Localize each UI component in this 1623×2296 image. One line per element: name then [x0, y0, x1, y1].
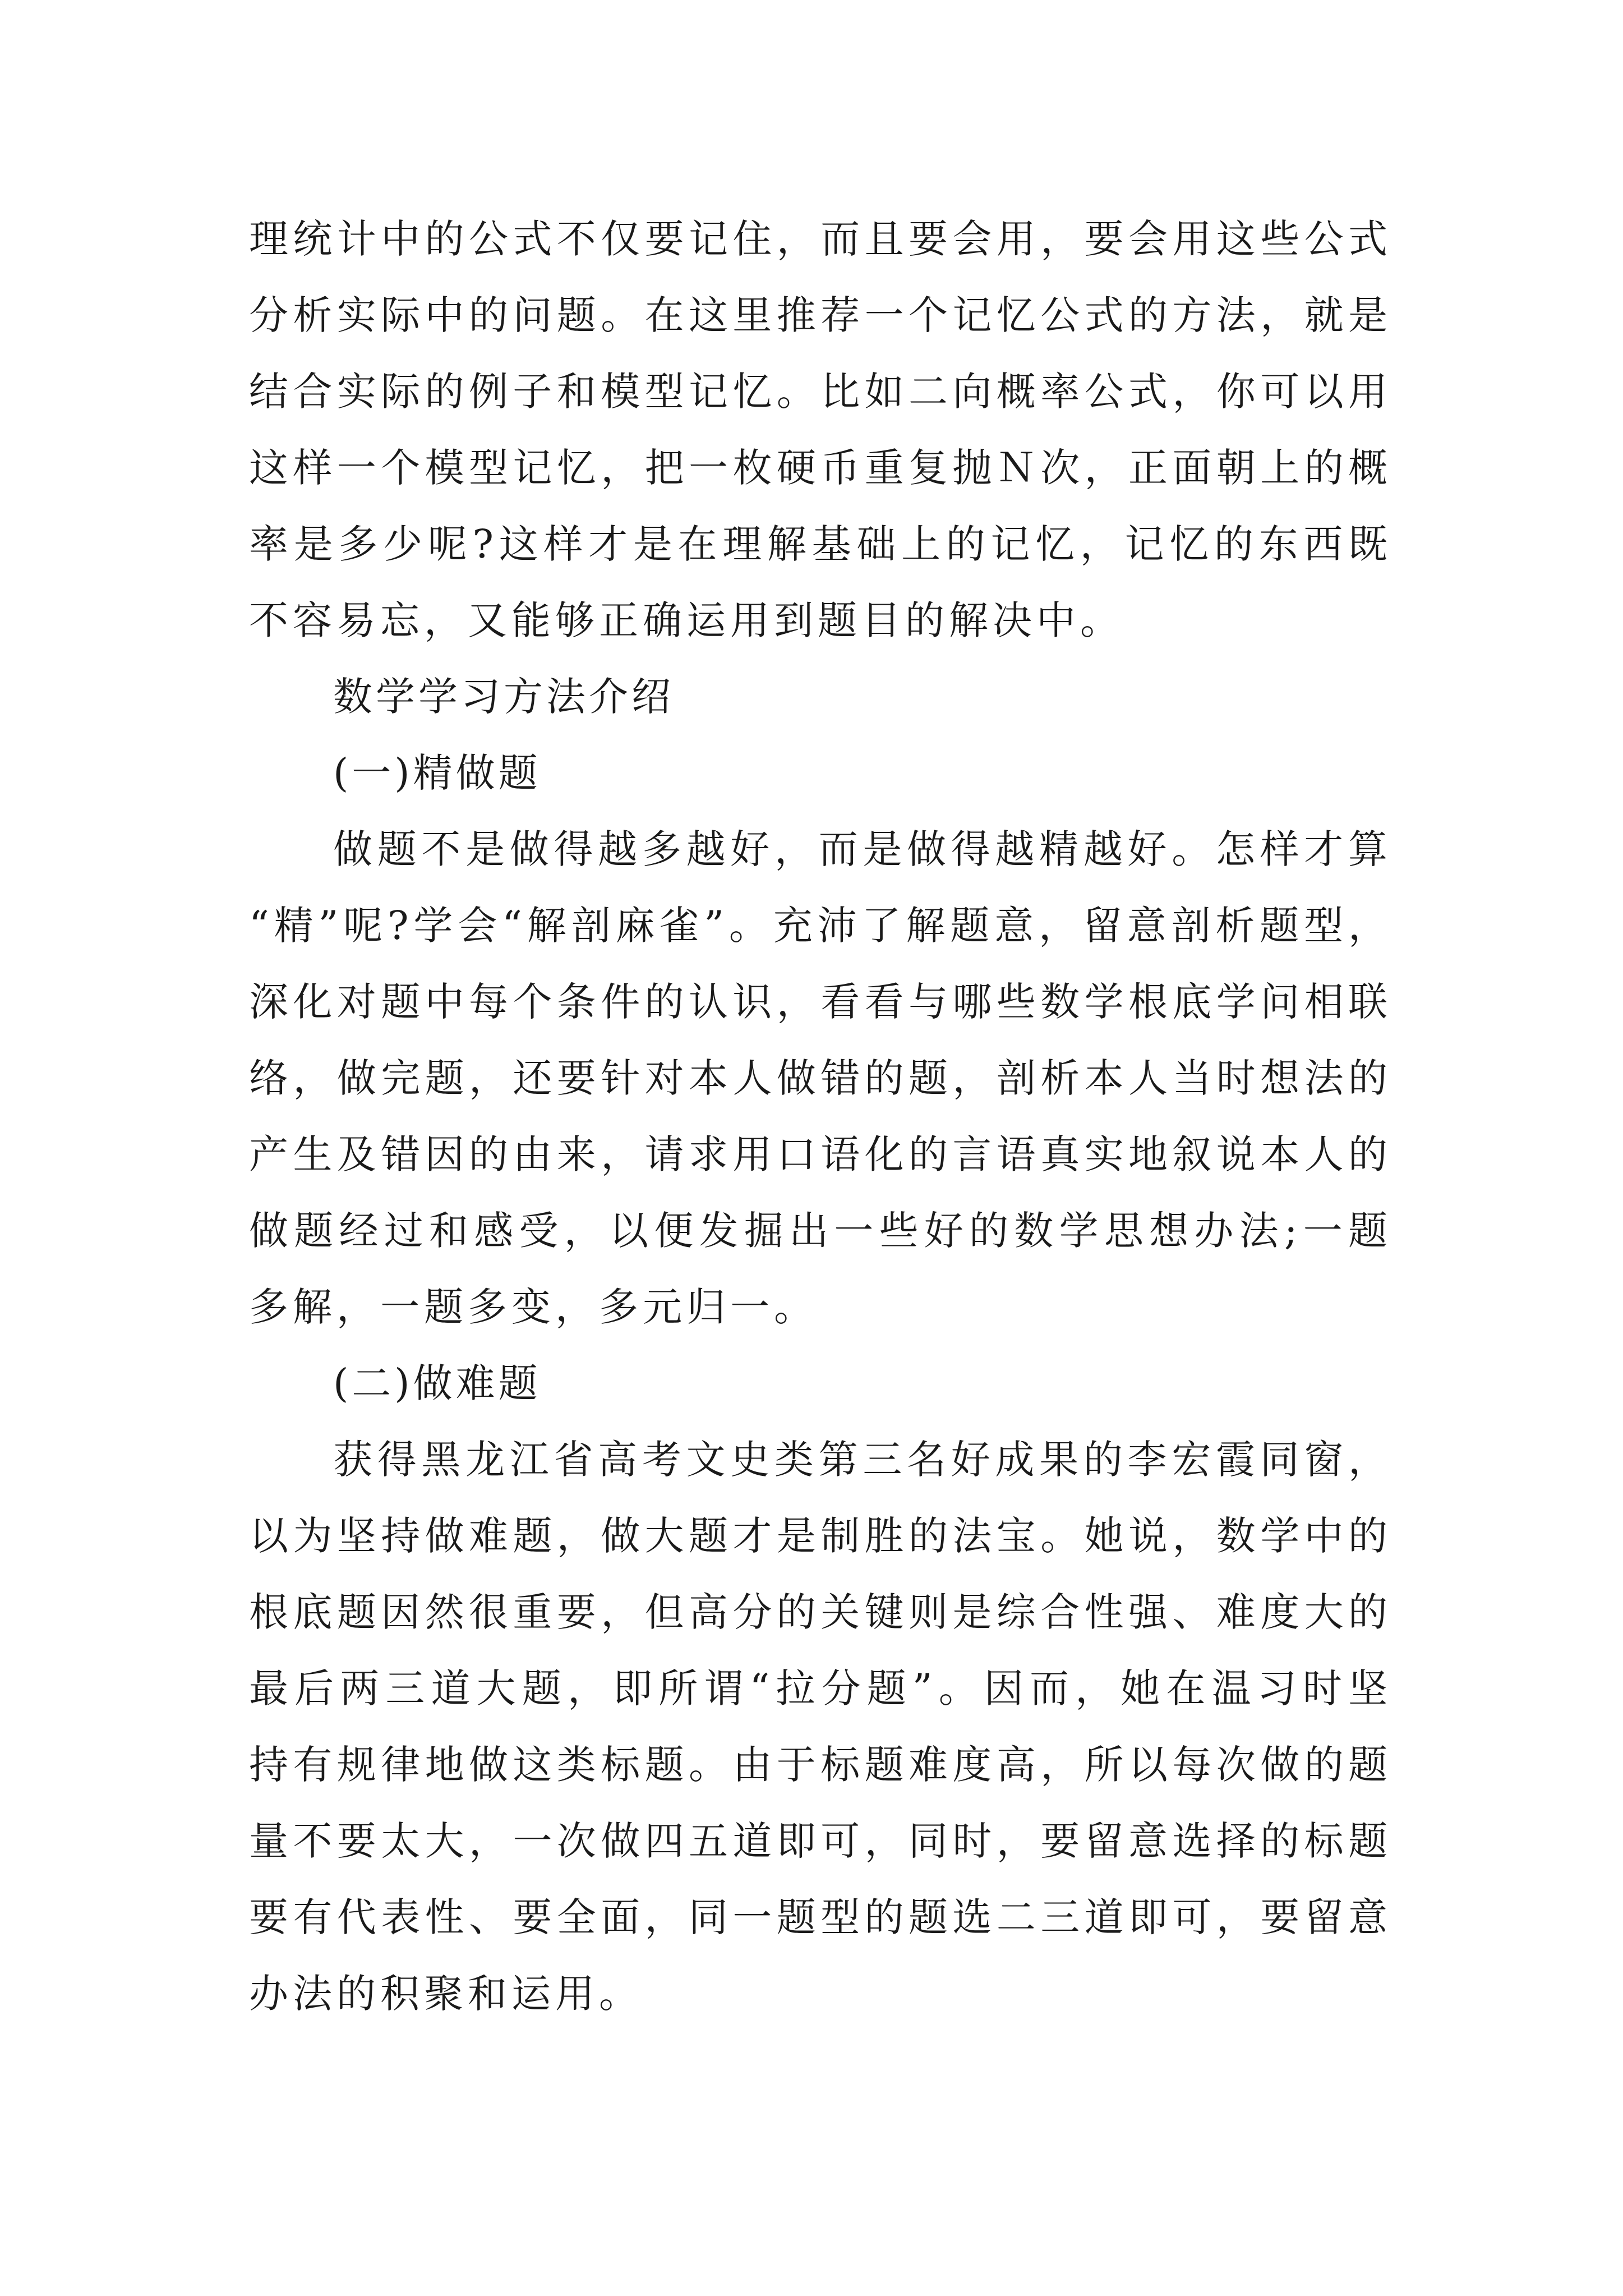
- paragraph-line: 最后两三道大题，即所谓“拉分题”。因而，她在温习时坚: [249, 1665, 1387, 1711]
- paragraph-line: 分析实际中的问题。在这里推荐一个记忆公式的方法，就是: [249, 292, 1387, 338]
- paragraph-line: 量不要太大，一次做四五道即可，同时，要留意选择的标题: [249, 1818, 1387, 1864]
- paragraph-line: 以为坚持做难题，做大题才是制胜的法宝。她说，数学中的: [249, 1513, 1387, 1559]
- subsection-heading: (一)精做题: [333, 750, 541, 796]
- paragraph-line: 办法的积聚和运用。: [249, 1971, 643, 2017]
- paragraph-line: 做题不是做得越多越好，而是做得越精越好。怎样才算: [333, 826, 1387, 872]
- paragraph-line: 多解，一题多变，多元归一。: [249, 1284, 818, 1330]
- paragraph-line: 理统计中的公式不仅要记住，而且要会用，要会用这些公式: [249, 216, 1387, 262]
- paragraph-line: 获得黑龙江省高考文史类第三名好成果的李宏霞同窗，: [333, 1437, 1387, 1483]
- paragraph-line: 络，做完题，还要针对本人做错的题，剖析本人当时想法的: [249, 1055, 1387, 1101]
- paragraph-line: 持有规律地做这类标题。由于标题难度高，所以每次做的题: [249, 1742, 1387, 1788]
- paragraph-line: 深化对题中每个条件的认识，看看与哪些数学根底学问相联: [249, 979, 1387, 1025]
- paragraph-line: 做题经过和感受，以便发掘出一些好的数学思想办法;一题: [249, 1208, 1387, 1254]
- paragraph-line: 产生及错因的由来，请求用口语化的言语真实地叙说本人的: [249, 1131, 1387, 1177]
- paragraph-line: 根底题因然很重要，但高分的关键则是综合性强、难度大的: [249, 1589, 1387, 1635]
- paragraph-line: “精”呢?学会“解剖麻雀”。充沛了解题意，留意剖析题型，: [249, 903, 1387, 949]
- paragraph-line: 率是多少呢?这样才是在理解基础上的记忆，记忆的东西既: [249, 521, 1387, 567]
- paragraph-line: 这样一个模型记忆，把一枚硬币重复抛Ｎ次，正面朝上的概: [249, 445, 1387, 491]
- paragraph-line: 要有代表性、要全面，同一题型的题选二三道即可，要留意: [249, 1894, 1387, 1940]
- subsection-heading: (二)做难题: [333, 1360, 541, 1406]
- paragraph-line: 结合实际的例子和模型记忆。比如二向概率公式，你可以用: [249, 369, 1387, 415]
- section-heading: 数学学习方法介绍: [333, 674, 674, 720]
- paragraph-line: 不容易忘，又能够正确运用到题目的解决中。: [249, 597, 1124, 643]
